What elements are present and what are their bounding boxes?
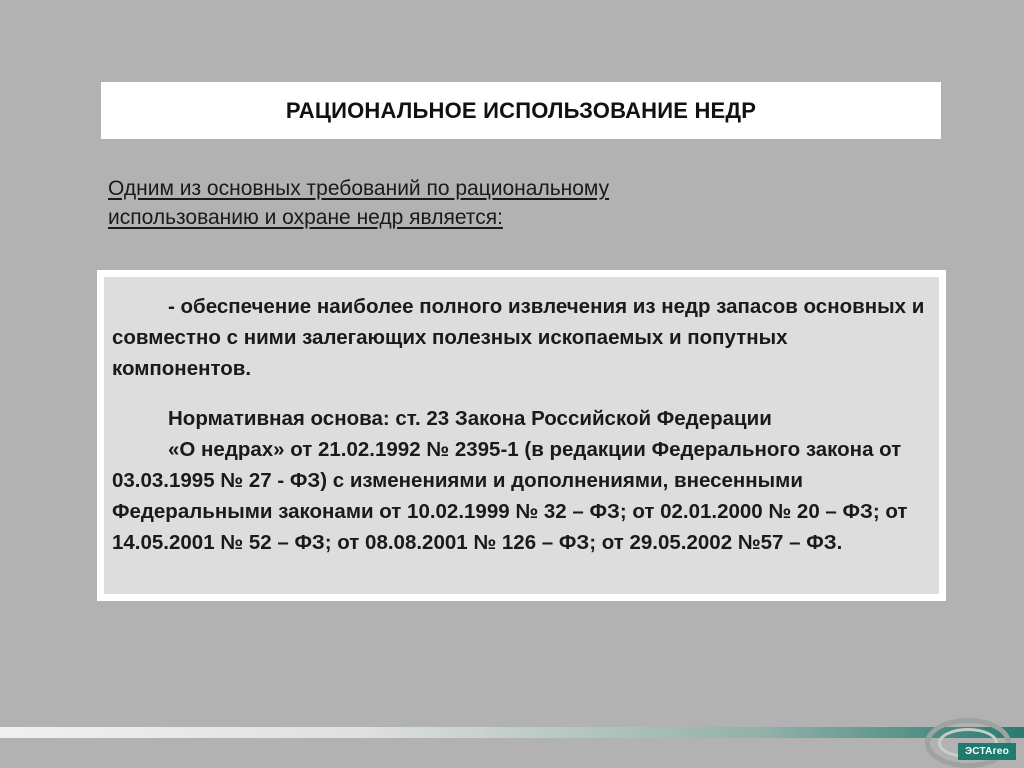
intro-text [108, 174, 808, 232]
legal-basis-paragraph: «О недрах» от 21.02.1992 № 2395-1 (в редакции Федерального закона от 03.03.1995 № 27 - ФЗ) с изменениями и дополнениями, внесенными Федеральными законами от 10.02.1999 № 32 – ФЗ; от 02.01.2000 № 20 – ФЗ; от 14.05.2001 № 52 – ФЗ; от 08.08.2001 № 126 – ФЗ; от 29.05.2002 №57 – ФЗ. [112, 438, 908, 554]
logo-badge: ЭСТАгео [958, 743, 1016, 760]
content-frame [97, 270, 946, 601]
intro-line-1: Одним из основных требований по рациональному [108, 177, 610, 200]
title-box [101, 82, 941, 139]
requirement-paragraph: - обеспечение наиболее полного извлечения из недр запасов основных и совместно с ними залегающих полезных ископаемых и попутных компонентов. [112, 295, 925, 380]
slide-title: РАЦИОНАЛЬНОЕ ИСПОЛЬЗОВАНИЕ НЕДР [285, 97, 757, 123]
content-panel [104, 277, 939, 594]
footer-bar [0, 727, 1024, 738]
intro-line-2: использованию и охране недр является: [108, 206, 503, 229]
legal-basis-line-1: Нормативная основа: ст. 23 Закона Российской Федерации [168, 407, 772, 430]
